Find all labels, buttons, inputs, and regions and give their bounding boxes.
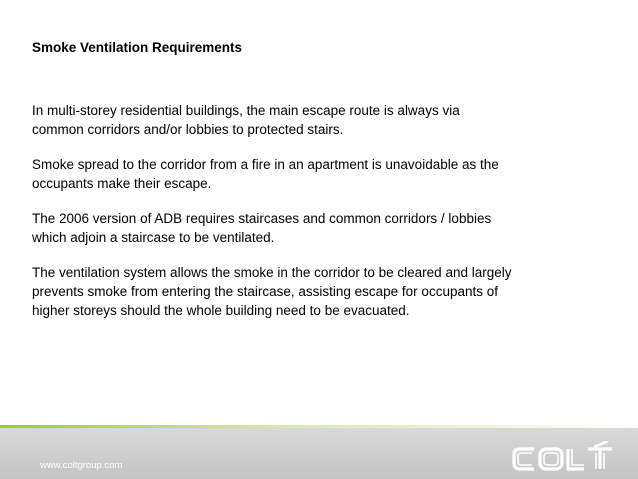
paragraph-escape-route: In multi-storey residential buildings, the main escape route is always via common corridors and/or lobbies to protected stairs. — [32, 103, 460, 137]
paragraph-adb-requirement: The 2006 version of ADB requires staircases and common corridors / lobbies which adjoin a staircase to be ventilated. — [32, 211, 492, 245]
slide-title: Smoke Ventilation Requirements — [32, 40, 243, 55]
footer-accent-line — [0, 425, 638, 428]
paragraph-ventilation-system: The ventilation system allows the smoke in the corridor to be cleared and largely prevents smoke from entering the staircase, assisting escape for occupants of higher storeys should the whole building need to be evacuated. — [32, 265, 512, 318]
paragraph-smoke-spread: Smoke spread to the corridor from a fire in an apartment is unavoidable as the occupants make their escape. — [32, 157, 499, 191]
slide-body — [32, 101, 622, 336]
footer-url: www.coltgroup.com — [40, 460, 123, 471]
colt-logo — [510, 441, 616, 475]
